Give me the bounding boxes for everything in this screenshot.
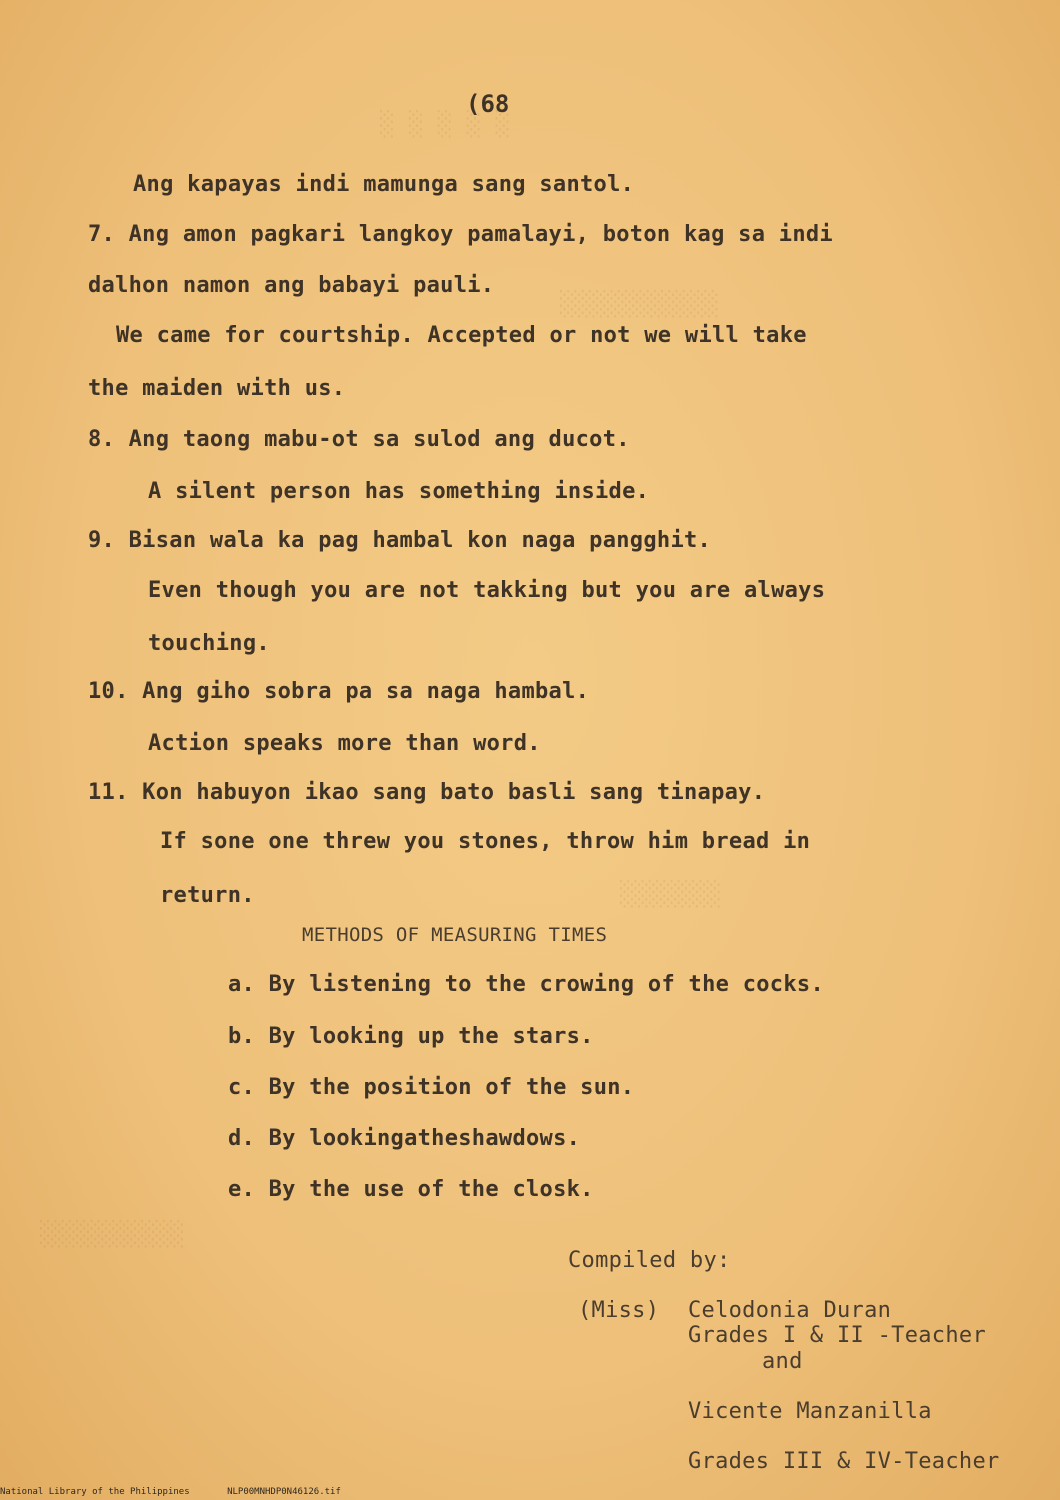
body-line: 11. Kon habuyon ikao sang bato basli sang tinapay. — [88, 780, 766, 805]
section-title: METHODS OF MEASURING TIMES — [302, 924, 608, 946]
method-item: b. By looking up the stars. — [228, 1024, 594, 1049]
bleed-through-text: ░░░░░░░░░░░ — [560, 290, 719, 318]
body-line: 7. Ang amon pagkari langkoy pamalayi, boton kag sa indi — [88, 222, 833, 247]
teacher2-role: Grades III & IV-Teacher — [688, 1449, 1000, 1474]
teacher2-name: Vicente Manzanilla — [688, 1399, 932, 1424]
and-label: and — [762, 1349, 803, 1374]
body-line: dalhon namon ang babayi pauli. — [88, 273, 495, 298]
file-name: NLP00MNHDP0N46126.tif — [227, 1487, 341, 1497]
scan-footer — [0, 1487, 373, 1497]
body-line: return. — [160, 883, 255, 908]
body-line: Ang kapayas indi mamunga sang santol. — [133, 172, 635, 197]
body-line: A silent person has something inside. — [148, 479, 650, 504]
teacher1-prefix: (Miss) — [578, 1298, 660, 1323]
body-line: 9. Bisan wala ka pag hambal kon naga pangghit. — [88, 528, 712, 553]
method-item: e. By the use of the closk. — [228, 1177, 594, 1202]
body-line: Action speaks more than word. — [148, 731, 541, 756]
method-item: a. By listening to the crowing of the cocks. — [228, 972, 824, 997]
compiled-by-label: Compiled by: — [568, 1248, 731, 1273]
method-item: c. By the position of the sun. — [228, 1075, 635, 1100]
body-line: touching. — [148, 631, 270, 656]
body-line: If sone one threw you stones, throw him bread in — [160, 829, 811, 854]
body-line: 10. Ang giho sobra pa sa naga hambal. — [88, 679, 590, 704]
body-line: Even though you are not takking but you are always — [148, 578, 826, 603]
bleed-through-text: ░ ░ ░ ░ ░ — [380, 110, 511, 138]
bleed-through-text: ░░░░░░░ — [620, 880, 722, 908]
teacher1-name: Celodonia Duran — [688, 1298, 892, 1323]
body-line: We came for courtship. Accepted or not we will take — [116, 323, 807, 348]
bleed-through-text: ░░░░░░░░░░ — [40, 1220, 185, 1248]
library-credit: National Library of the Philippines — [0, 1487, 190, 1497]
page-number: (68 — [466, 90, 510, 118]
teacher1-role: Grades I & II -Teacher — [688, 1323, 986, 1348]
method-item: d. By lookingatheshawdows. — [228, 1126, 581, 1151]
body-line: 8. Ang taong mabu-ot sa sulod ang ducot. — [88, 427, 630, 452]
body-line: the maiden with us. — [88, 376, 346, 401]
